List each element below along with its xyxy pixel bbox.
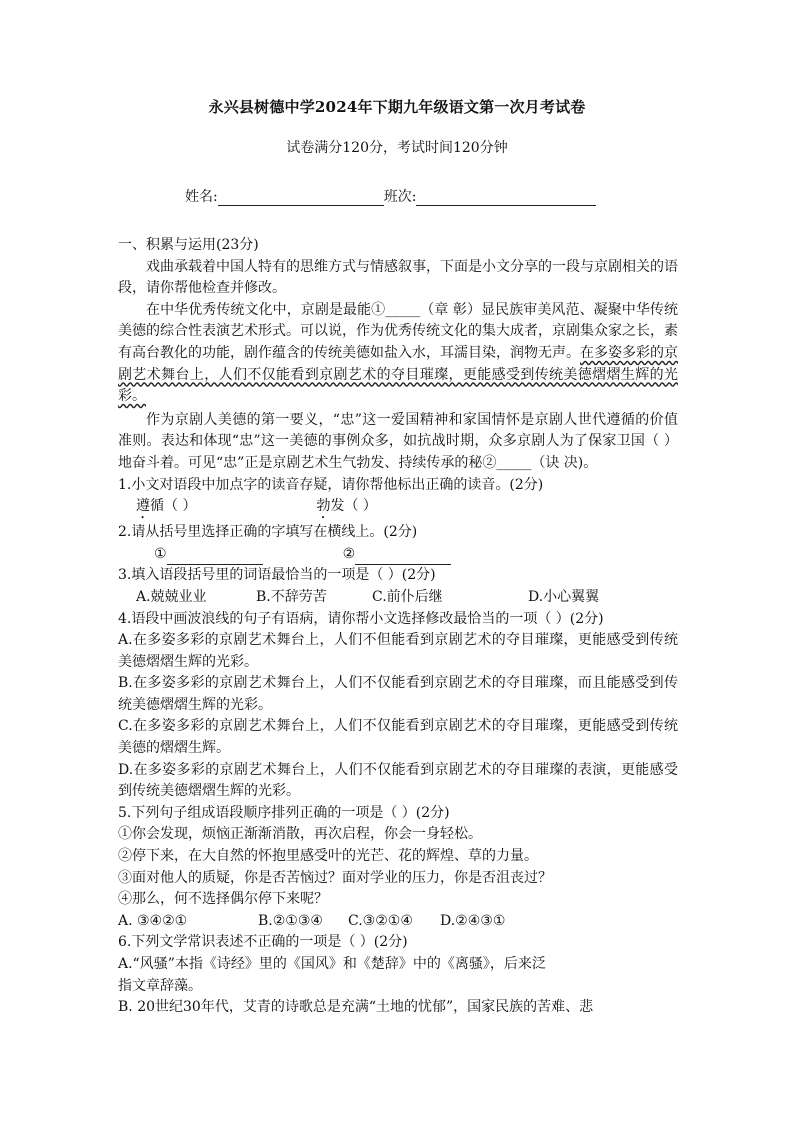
q2-blank-2-label: ② [342,545,356,562]
q2-blank-1-label: ① [154,545,167,562]
class-blank[interactable] [416,191,596,206]
question-1: 1.小文对语段中加点字的读音存疑，请你帮他标出正确的读音。(2分) [118,476,544,493]
question-3-options [118,587,678,609]
dotted-char-2: 勃 [316,498,331,515]
q3-option-a: A.兢兢业业 [136,588,207,605]
exam-body [118,235,678,1019]
q3-option-c: C.前仆后继 [372,588,443,605]
q4-option-c: C.在多姿多彩的京剧艺术舞台上，人们不仅能看到京剧艺术的夺目璀璨，更能感受到传统美德的熠熠生辉。 [118,718,678,757]
q6-option-a-line2: 指文章辞藻。 [118,977,202,994]
q5-option-a: A. ③④②① [118,912,188,929]
q6-option-a-line1: A.“风骚”本指《诗经》里的《国风》和《楚辞》中的《离骚》，后来泛 [118,956,546,972]
passage-paragraph-1-text: 在中华优秀传统文化中，京剧是最能①_____（章 彰）显民族审美风范、凝聚中华传统美德的综合性表演艺术形式。可以说，作为优秀传统文化的集大成者，京剧集众家之长，素有高台教化的功能，剧作蕴含的传统美德如盐入水，耳濡目染，润物无声。 [118,301,678,361]
q4-option-d: D.在多姿多彩的京剧艺术舞台上，人们不仅能看到京剧艺术的夺目璀璨的表演，更能感受到传统美德熠熠生辉的光彩。 [118,761,678,800]
passage-paragraph-1 [118,300,678,408]
question-2: 2.请从括号里选择正确的字填写在横线上。(2分) [118,524,418,541]
q5-sentence-3: ③面对他人的质疑，你是否苦恼过？面对学业的压力，你是否沮丧过？ [118,869,552,886]
class-label: 班次: [383,189,417,205]
question-6: 6.下列文学常识表述不正确的一项是（ ）(2分) [118,934,408,951]
q5-option-c: C.③②①④ [348,912,413,929]
name-class-row [185,186,596,206]
question-4: 4.语段中画波浪线的句子有语病，请你帮小文选择修改最恰当的一项（ ）(2分) [118,610,604,627]
question-2-blanks [118,544,678,566]
q5-sentence-1: ①你会发现，烦恼正渐渐消散，再次启程，你会一身轻松。 [118,826,482,843]
q1-item2-blank[interactable]: 发（ ） [330,498,377,515]
exam-subtitle: 试卷满分120分，考试时间120分钟 [286,140,508,156]
q2-blank-1[interactable] [167,550,263,565]
q6-option-b: B. 20世纪30年代，艾青的诗歌总是充满“土地的忧郁”，国家民族的苦难、悲 [118,999,594,1016]
question-5-options [118,911,678,933]
dotted-char-1: 遵 [136,498,150,515]
q4-option-a: A.在多姿多彩的京剧艺术舞台上，人们不但能看到京剧艺术的夺目璀璨，更能感受到传统美德熠熠生辉的光彩。 [118,632,678,670]
wavy-underlined-sentence: 在多姿多彩的京剧艺术舞台上，人们不仅能看到京剧艺术的夺目璀璨，更能感受到传统美德熠熠生辉的光彩。 [118,344,678,405]
section-intro: 戏曲承载着中国人特有的思维方式与情感叙事，下面是小文分享的一段与京剧相关的语段，请你帮他检查并修改。 [118,258,678,297]
name-blank[interactable] [218,191,384,206]
q5-sentence-2: ②停下来，在大自然的怀抱里感受叶的光芒、花的辉煌、草的力量。 [118,848,538,865]
q3-option-d: D.小心翼翼 [528,588,600,605]
question-3: 3.填入语段括号里的词语最恰当的一项是（ ）(2分) [118,567,436,584]
exam-title: 永兴县树德中学2024年下期九年级语文第一次月考试卷 [208,98,586,116]
q5-option-d: D.②④③① [440,912,506,929]
q2-blank-2[interactable] [355,550,451,565]
q3-option-b: B.不辞劳苦 [256,588,327,605]
q5-sentence-4: ④那么，何不选择偶尔停下来呢？ [118,891,328,908]
name-label: 姓名: [185,189,218,205]
q4-option-b: B.在多姿多彩的京剧艺术舞台上，人们不仅能看到京剧艺术的夺目璀璨，而且能感受到传统美德熠熠生辉的光彩。 [118,675,678,713]
section-heading: 一、积累与运用(23分) [118,237,259,253]
question-1-items [118,496,678,522]
question-5: 5.下列句子组成语段顺序排列正确的一项是（ ）(2分) [118,804,450,821]
q1-item1-blank[interactable]: 循（ ） [150,498,197,515]
passage-paragraph-2: 作为京剧人美德的第一要义，“忠”这一爱国精神和家国情怀是京剧人世代遵循的价值准则。表达和体现“忠”这一美德的事例众多，如抗战时期，众多京剧人为了保家卫国（ ）地奋斗着。可见“忠”正是京剧艺术生气勃发、持续传承的秘②_____（诀 决)。 [118,411,678,471]
q5-option-b: B.②①③④ [258,912,323,929]
